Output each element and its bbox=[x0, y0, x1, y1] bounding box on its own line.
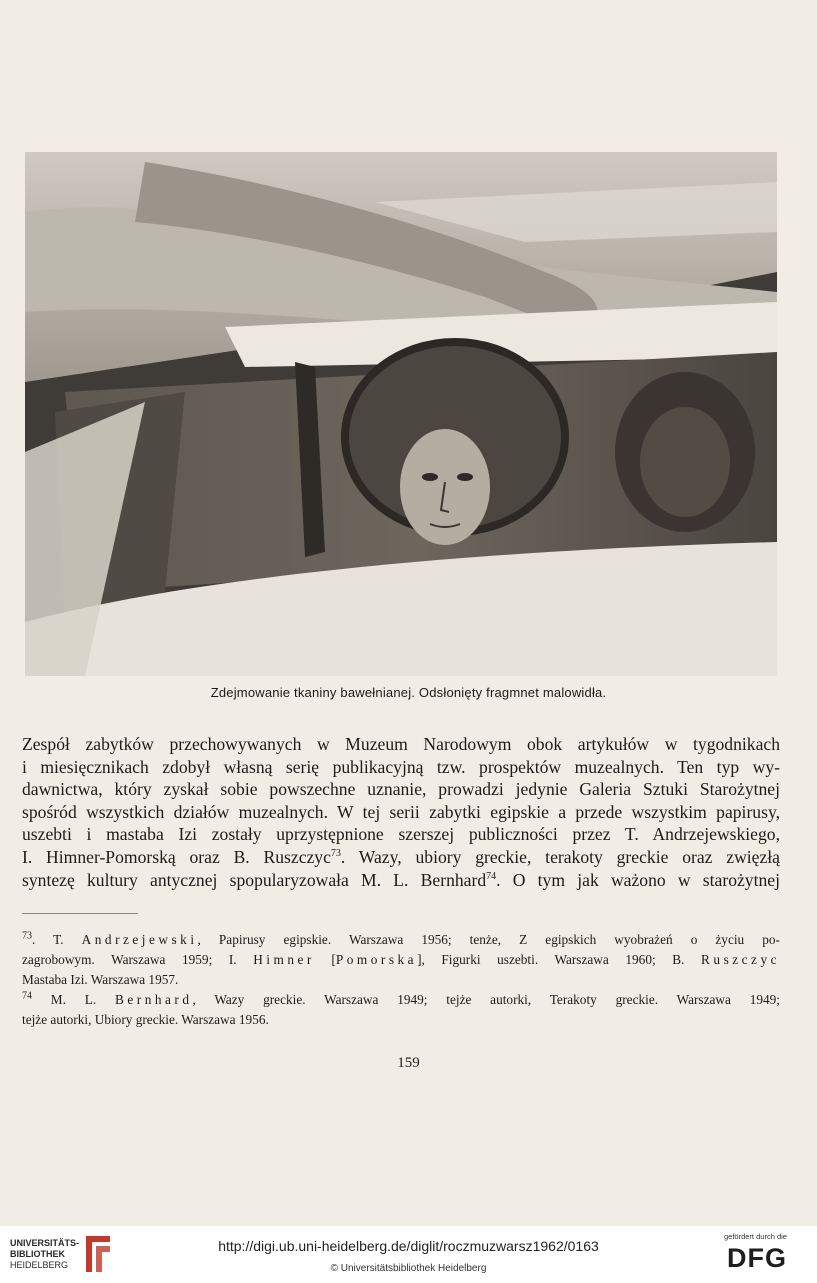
figure-caption: Zdejmowanie tkaniny bawełnianej. Odsłonięty fragmnet malowidła. bbox=[210, 685, 607, 700]
footnote-author: Himner bbox=[253, 952, 315, 967]
body-text-span: . Wazy, ubiory greckie, terakoty greckie oraz zwięzłą bbox=[340, 846, 780, 867]
footnote-74-line: tejże autorki, Ubiory greckie. Warszawa 1956. bbox=[22, 1012, 269, 1027]
footnote-author: Andrzejewski bbox=[81, 932, 198, 947]
footnote-divider bbox=[22, 913, 138, 914]
footnote-author: Pomorska bbox=[335, 952, 418, 967]
body-line: spośród wszystkich działów muzealnych. W tej serii zabytki egipskie a przede wszystkim papirusy, bbox=[22, 801, 780, 822]
body-paragraph bbox=[22, 733, 780, 891]
body-line bbox=[22, 846, 780, 869]
footnote-ref-74: 74 bbox=[486, 870, 497, 882]
body-text-span: I. Himner-Pomorską oraz B. Ruszczyc bbox=[22, 846, 331, 867]
footnote-74-line bbox=[22, 990, 780, 1010]
page-number: 159 bbox=[397, 1055, 420, 1071]
funding-note: gefördert durch die bbox=[724, 1232, 787, 1241]
footnote-mark: 73 bbox=[22, 930, 32, 942]
footnote-text: , Wazy greckie. Warszawa 1949; tejże autorki, Terakoty greckie. Warszawa 1949; bbox=[192, 992, 780, 1007]
copyright-notice: © Universitätsbibliothek Heidelberg bbox=[330, 1263, 487, 1274]
body-line bbox=[22, 869, 780, 892]
footnote-text: . T. bbox=[32, 932, 82, 947]
footnote-73-line bbox=[22, 950, 780, 970]
footnote-text: zagrobowym. Warszawa 1959; I. bbox=[22, 952, 254, 967]
body-line: Zespół zabytków przechowywanych w Muzeum Narodowym obok artykułów w tygodnikach bbox=[22, 734, 780, 754]
footnote-mark: 74 bbox=[22, 990, 32, 1002]
body-line: i miesięcznikach zdobył własną serię publikacyjną tzw. prospektów muzealnych. Ten typ wy- bbox=[22, 756, 780, 777]
body-text-span: syntezę kultury antycznej spopularyzowała M. L. Bernhard bbox=[22, 869, 487, 890]
permalink-url[interactable]: http://digi.ub.uni-heidelberg.de/diglit/roczmuzwarsz1962/0163 bbox=[218, 1238, 599, 1254]
footnote-text: , Papirusy egipskie. Warszawa 1956; tenże, Z egipskich wyobrażeń o życiu po- bbox=[197, 932, 780, 947]
logo-line: HEIDELBERG bbox=[10, 1260, 69, 1270]
footnotes bbox=[22, 930, 780, 1030]
logo-line: BIBLIOTHEK bbox=[10, 1249, 65, 1259]
body-line: dawnictwa, który zyskał sobie powszechne uznanie, prowadzi jedynie Galeria Sztuki Starożytnej bbox=[22, 779, 780, 800]
footnote-author: Ruszczyc bbox=[701, 952, 780, 967]
footnote-73-line bbox=[22, 930, 780, 950]
footnote-ref-73: 73 bbox=[330, 848, 341, 860]
footer-bar bbox=[0, 1226, 817, 1283]
dfg-logo[interactable]: DFG bbox=[727, 1243, 787, 1273]
footnote-text: [ bbox=[314, 952, 336, 967]
footnote-author: Bernhard bbox=[115, 992, 193, 1007]
footnote-text: ], Figurki uszebti. Warszawa 1960; B. bbox=[417, 952, 702, 967]
footnote-73-line: Mastaba Izi. Warszawa 1957. bbox=[22, 972, 179, 987]
footnote-text: M. L. bbox=[32, 992, 115, 1007]
body-text-span: . O tym jak ważono w starożytnej bbox=[496, 869, 780, 890]
photograph-fresco-fragment bbox=[25, 152, 777, 676]
logo-line: UNIVERSITÄTS- bbox=[10, 1238, 80, 1248]
body-line: uszebti i mastaba Izi zostały uprzystępnione szerszej publiczności przez T. Andrzejewskiego, bbox=[22, 824, 780, 845]
